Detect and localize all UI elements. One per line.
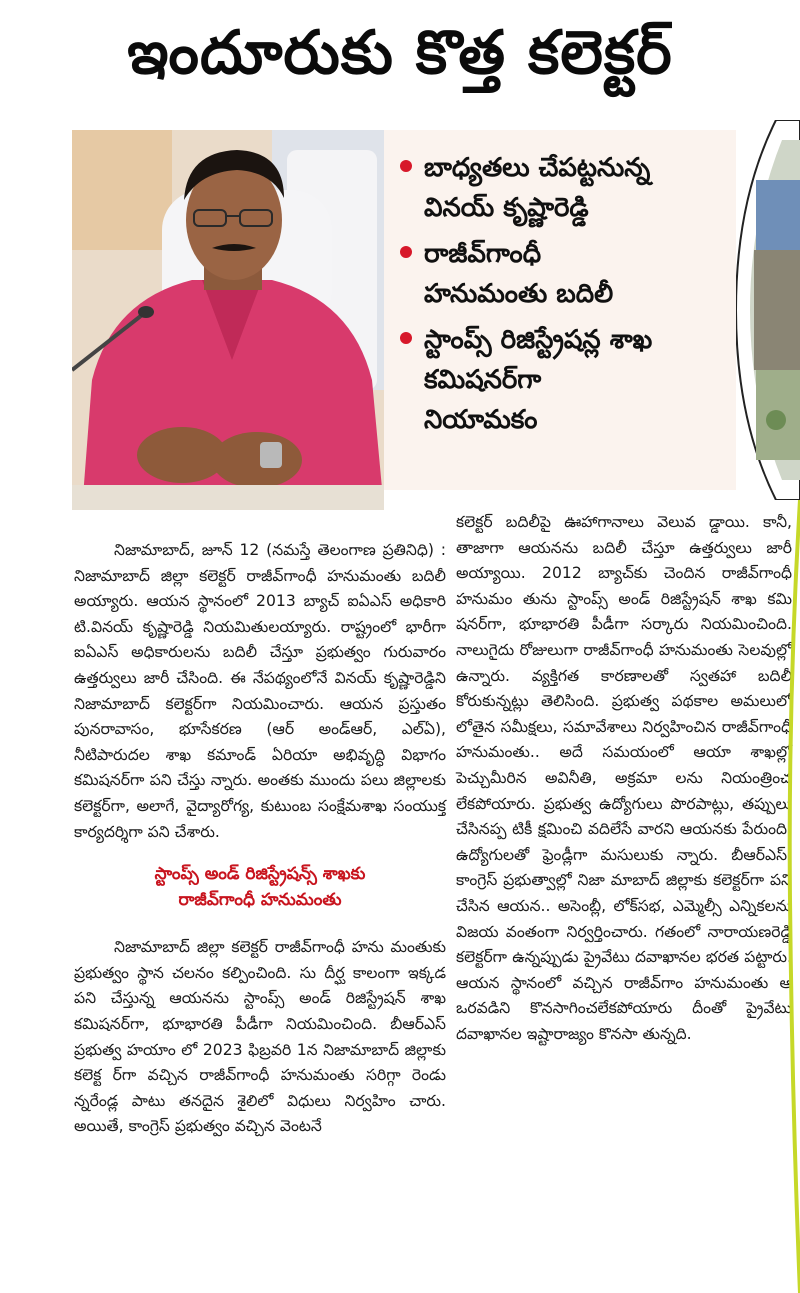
subheading-line: రాజీవ్‌గాంధీ హనుమంతు	[178, 890, 342, 911]
highlight-bullets	[400, 148, 730, 446]
bullet-line: రాజీవ్‌గాంధీ	[424, 239, 542, 269]
bullet-item	[400, 148, 730, 228]
article-column-1	[74, 538, 446, 1140]
bullet-line: కమిషనర్‌గా	[424, 365, 542, 395]
bullet-line: నియామకం	[424, 405, 538, 435]
bullet-item	[400, 234, 730, 314]
bullet-dot-icon	[400, 160, 412, 172]
article-paragraph: నిజామాబాద్ జిల్లా కలెక్టర్ రాజీవ్‌గాంధీ హను మంతుకు ప్రభుత్వం స్థాన చలనం కల్పించింది. సు దీర్ఘ కాలంగా ఇక్కడ పని చేస్తున్న ఆయనను స్టాంప్స్ అండ్ రిజిస్ట్రేషన్ శాఖ కమిషనర్‌గా, భూభారతి పీడీగా నియమించింది. బీఆర్ఎస్ ప్రభుత్వ హయాం లో 2023 ఫిబ్రవరి 1న నిజామాబాద్ జిల్లాకు కలెక్ట ర్‌గా వచ్చిన రాజీవ్‌గాంధీ హనుమంతు సరిగ్గా రెండు న్నరేండ్ల పాటు తనదైన శైలిలో విధులు నిర్వహిం చారు. అయితే, కాంగ్రెస్ ప్రభుత్వం వచ్చిన వెంటనే	[74, 938, 446, 1136]
adjacent-photo-illustration	[736, 120, 800, 500]
adjacent-photo	[736, 120, 800, 500]
collector-photo	[72, 130, 384, 510]
headline: ఇందూరుకు కొత్త కలెక్టర్	[127, 18, 673, 88]
collector-photo-illustration	[72, 130, 384, 510]
article-paragraph: నిజామాబాద్, జూన్ 12 (నమస్తే తెలంగాణ ప్రతినిధి) : నిజామాబాద్ జిల్లా కలెక్టర్ రాజీవ్‌గాంధీ హనుమంతు బదిలీ అయ్యారు. ఆయన స్థానంలో 2013 బ్యాచ్ ఐఏఎస్ అధికారి టి.వినయ్ కృష్ణారెడ్డి నియమితులయ్యారు. రాష్ట్రంలో భారీగా ఐఏఎస్ అధికారులను బదిలీ చేస్తూ ప్రభుత్వం గురువారం ఉత్తర్వులు జారీ చేసింది. ఈ నేపథ్యంలోనే వినయ్ కృష్ణారెడ్డిని నిజామాబాద్ కలెక్టర్‌గా నియమించారు. ఆయన ప్రస్తుతం పునరావాసం, భూసేకరణ (ఆర్ అండ్ఆర్, ఎల్ఏ), నీటిపారుదల శాఖ కమాండ్ ఏరియా అభివృద్ధి విభాగం కమిషనర్‌గా పని చేస్తు న్నారు. అంతకు ముందు పలు జిల్లాలకు కలెక్టర్‌గా, అలాగే, వైద్యారోగ్య, కుటుంబ సంక్షేమశాఖ సంయుక్త కార్యదర్శిగా పని చేశారు.	[74, 541, 446, 841]
bullet-dot-icon	[400, 246, 412, 258]
decorative-curve	[784, 500, 800, 1293]
bullet-line: బాధ్యతలు చేపట్టనున్న	[424, 153, 651, 183]
subheading-line: స్టాంప్స్ అండ్ రిజిస్ట్రేషన్స్ శాఖకు	[154, 864, 366, 885]
bullet-line: హనుమంతు బదిలీ	[424, 279, 614, 309]
article-column-2	[456, 510, 792, 1047]
bullet-line: స్టాంప్స్ రిజిస్ట్రేషన్ల శాఖ	[424, 325, 653, 355]
article-paragraph: కలెక్టర్ బదిలీపై ఊహాగానాలు వెలువ డ్డాయి. కానీ, తాజాగా ఆయనను బదిలీ చేస్తూ ఉత్తర్వులు జారీ అయ్యాయి. 2012 బ్యాచ్‌కు చెందిన రాజీవ్‌గాంధీ హనుమం తును స్టాంప్స్ అండ్ రిజిస్ట్రేషన్ శాఖ కమి షనర్‌గా, భూభారతి పీడీగా సర్కారు నియమించింది. నాలుగైదు రోజులుగా రాజీవ్‌గాంధీ హనుమంతు సెలవుల్లో ఉన్నారు. వ్యక్తిగత కారణాలతో స్వతహా బదిలీ కోరుకున్నట్లు తెలిసింది. ప్రభుత్వ పథకాల అమలులో లోతైన సమీక్షలు, సమావేశాలు నిర్వహించిన రాజీవ్‌గాంధీ హనుమంతు.. అదే సమయంలో ఆయా శాఖల్లో పెచ్చుమీరిన అవినీతి, అక్రమా లను నియంత్రించ లేకపోయారు. ప్రభుత్వ ఉద్యోగులు పొరపాట్లు, తప్పులు చేసినప్ప టికీ క్షమించి వదిలేసే వారని ఆయనకు పేరుంది. ఉద్యోగులతో ఫ్రెండ్లీగా మసులుకు న్నారు. బీఆర్ఎస్, కాంగ్రెస్ ప్రభుత్వాల్లో నిజా మాబాద్ జిల్లాకు కలెక్టర్‌గా పని చేసిన ఆయన.. అసెంబ్లీ, లోక్‌సభ, ఎమ్మెల్సీ ఎన్నికలను విజయ వంతంగా నిర్వర్తించారు. గతంలో నారాయణరెడ్డి కలెక్టర్‌గా ఉన్నప్పుడు ప్రైవేటు దవాఖానల భరత పట్టారు. ఆయన స్థానంలో వచ్చిన రాజీవ్‌గాం హనుమంతు ఆ ఒరవడిని కొనసాగించలేకపోయారు దీంతో ప్రైవేటు దవాఖానల ఇష్టారాజ్యం కొనసా తున్నది.	[456, 513, 792, 1043]
bullet-line: వినయ్ కృష్ణారెడ్డి	[424, 193, 589, 223]
bullet-item	[400, 320, 730, 440]
article-subheading	[74, 861, 446, 913]
bullet-dot-icon	[400, 332, 412, 344]
